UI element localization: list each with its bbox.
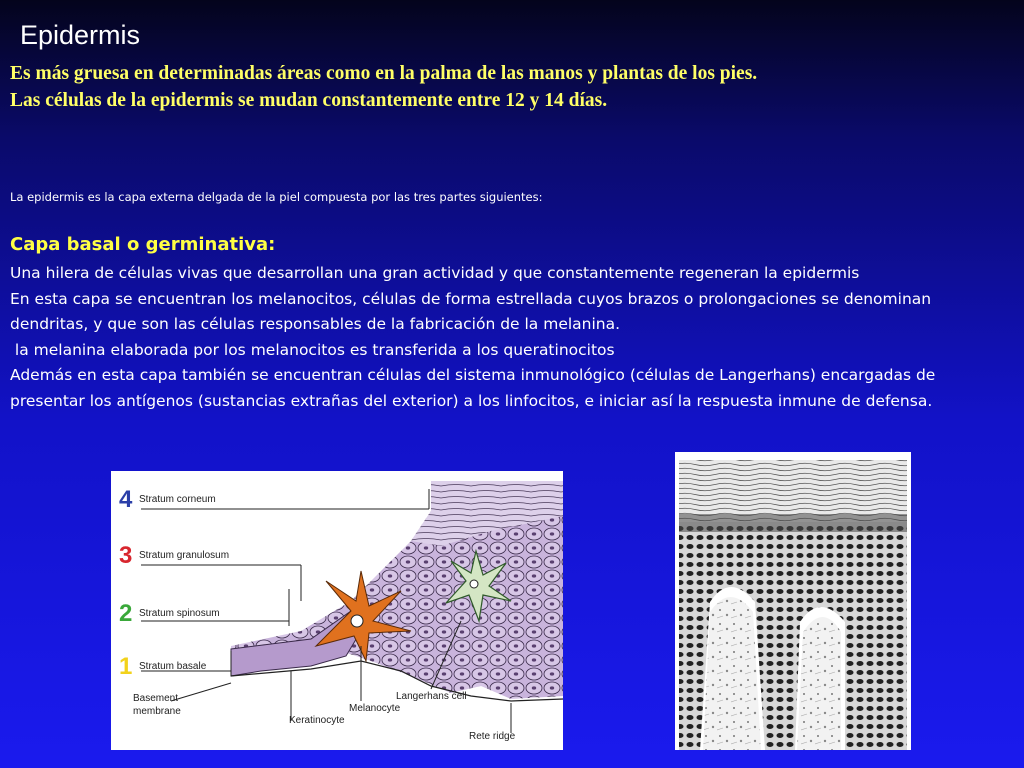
epidermis-layers-diagram — [111, 471, 563, 750]
layer-label: Stratum corneum — [139, 494, 216, 505]
body-paragraph: Una hilera de células vivas que desarrollan una gran actividad y que constantemente regeneran la epidermis — [10, 264, 860, 282]
keratinocyte-label: Keratinocyte — [289, 715, 345, 726]
intro-line: Las células de la epidermis se mudan constantemente entre 12 y 14 días. — [10, 90, 608, 111]
intro-text — [10, 60, 1010, 114]
membrane-label: membrane — [133, 706, 181, 717]
slide-title: Epidermis — [20, 20, 141, 50]
epidermis-diagram-svg — [111, 471, 563, 750]
layer-number: 2 — [119, 600, 133, 627]
body-paragraph: la melanina elaborada por los melanocitos es transferida a los queratinocitos — [10, 340, 615, 359]
section-heading: Capa basal o germinativa: — [10, 234, 276, 255]
histology-illustration — [675, 452, 911, 750]
rete-ridge-label: Rete ridge — [469, 731, 516, 742]
intro-line: Es más gruesa en determinadas áreas como en la palma de las manos y plantas de los pies. — [10, 63, 758, 84]
layer-label: Stratum granulosum — [139, 550, 230, 561]
layer-number: 1 — [119, 653, 133, 680]
layer-label: Stratum spinosum — [139, 608, 220, 619]
melanocyte-label: Melanocyte — [349, 703, 401, 714]
body-text — [10, 261, 1010, 414]
layer-number: 3 — [119, 542, 133, 569]
basement-label: Basement — [133, 693, 179, 704]
subtitle-text: La epidermis es la capa externa delgada de la piel compuesta por las tres partes siguientes: — [10, 190, 543, 204]
langerhans-label: Langerhans cell — [396, 691, 467, 702]
layer-label: Stratum basale — [139, 661, 207, 672]
histology-svg — [675, 452, 911, 750]
layer-number: 4 — [119, 486, 133, 513]
body-paragraph: En esta capa se encuentran los melanocitos, células de forma estrellada cuyos brazos o prolongaciones se denominan dendritas, y que son las células responsables de la fabricación de la melanina. — [10, 289, 932, 333]
body-paragraph: Además en esta capa también se encuentran células del sistema inmunológico (células de Langerhans) encargadas de presentar los antígenos (sustancias extrañas del exterior) a los linfocitos, e iniciar así la respuesta inmune de defensa. — [10, 366, 936, 410]
